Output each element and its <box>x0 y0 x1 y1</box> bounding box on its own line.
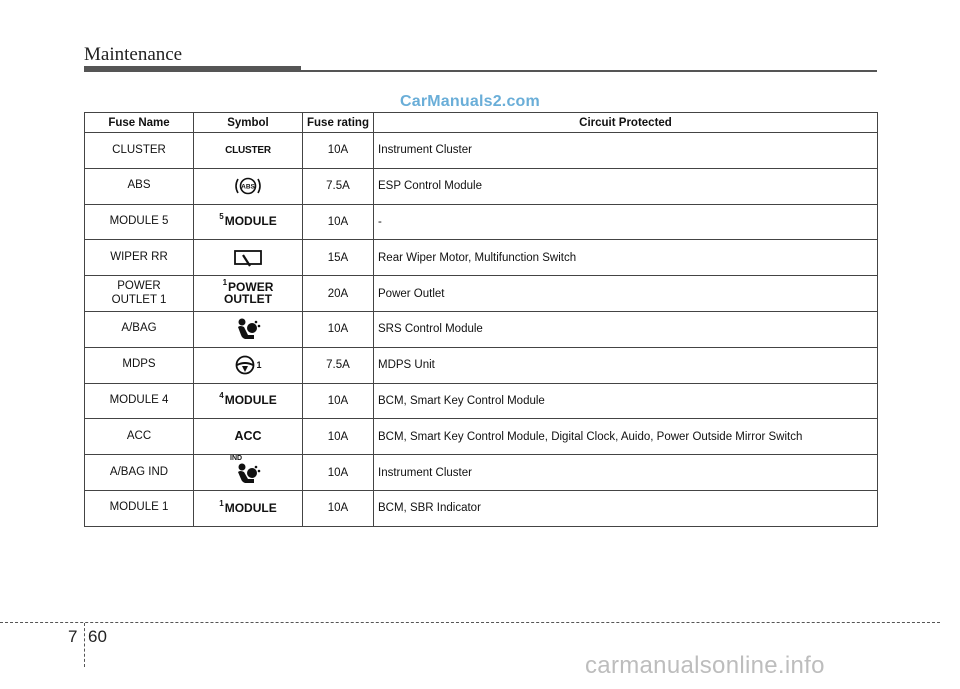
fuse-name: A/BAG IND <box>85 455 194 491</box>
page-header-title: Maintenance <box>84 44 183 65</box>
page-number: 60 <box>88 627 107 646</box>
fuse-name: A/BAG <box>85 311 194 347</box>
circuit-protected: BCM, Smart Key Control Module, Digital Clock, Auido, Power Outside Mirror Switch <box>374 419 878 455</box>
symbol-superscript: 1 <box>222 277 228 287</box>
fuse-rating: 10A <box>303 490 374 526</box>
rear-wiper-icon <box>232 248 264 268</box>
table-row <box>85 383 878 419</box>
fuse-name: CLUSTER <box>85 133 194 169</box>
table-row <box>85 347 878 383</box>
circuit-protected: Power Outlet <box>374 276 878 312</box>
col-header-fuse-rating: Fuse rating <box>303 113 374 133</box>
symbol-superscript: 4 <box>219 391 224 401</box>
symbol-power-outlet <box>222 277 274 307</box>
header-accent-bar <box>84 66 301 72</box>
symbol-text: ACC <box>234 429 262 444</box>
fuse-name <box>85 276 194 312</box>
fuse-symbol <box>194 133 303 169</box>
table-row <box>85 276 878 312</box>
col-header-symbol: Symbol <box>194 113 303 133</box>
fuse-rating: 10A <box>303 383 374 419</box>
circuit-protected: Rear Wiper Motor, Multifunction Switch <box>374 240 878 276</box>
symbol-text: MODULE <box>224 214 277 229</box>
symbol-module <box>219 212 277 229</box>
watermark-top: CarManuals2.com <box>400 93 540 110</box>
symbol-module <box>219 391 277 408</box>
fuse-rating: 10A <box>303 133 374 169</box>
table-row <box>85 311 878 347</box>
page-chapter-number: 7 <box>68 627 78 646</box>
fuse-symbol <box>194 311 303 347</box>
fuse-name: MDPS <box>85 347 194 383</box>
col-header-fuse-name: Fuse Name <box>85 113 194 133</box>
table-row <box>85 240 878 276</box>
fuse-rating: 20A <box>303 276 374 312</box>
symbol-superscript: 5 <box>219 212 224 222</box>
symbol-airbag-indicator <box>230 454 262 485</box>
fuse-symbol <box>194 240 303 276</box>
fuse-name: MODULE 1 <box>85 490 194 526</box>
fuse-rating: 7.5A <box>303 168 374 204</box>
fuse-rating: 15A <box>303 240 374 276</box>
symbol-superscript: 1 <box>219 498 224 508</box>
symbol-label: IND <box>230 454 243 462</box>
table-row <box>85 133 878 169</box>
table-header-row <box>85 113 878 133</box>
table-row <box>85 419 878 455</box>
circuit-protected: MDPS Unit <box>374 347 878 383</box>
fuse-symbol <box>194 204 303 240</box>
fuse-symbol <box>194 383 303 419</box>
symbol-text-line-1: POWER <box>228 279 274 294</box>
fuse-name-line-2: OUTLET 1 <box>111 293 167 306</box>
fuse-name: WIPER RR <box>85 240 194 276</box>
fuse-name: MODULE 5 <box>85 204 194 240</box>
fuse-symbol <box>194 419 303 455</box>
header-rule <box>301 70 877 72</box>
circuit-protected: BCM, SBR Indicator <box>374 490 878 526</box>
fuse-table <box>84 112 878 527</box>
circuit-protected: Instrument Cluster <box>374 133 878 169</box>
fuse-rating: 7.5A <box>303 347 374 383</box>
fuse-symbol <box>194 490 303 526</box>
symbol-text: CLUSTER <box>225 145 271 157</box>
circuit-protected: ESP Control Module <box>374 168 878 204</box>
fuse-rating: 10A <box>303 204 374 240</box>
symbol-text: MODULE <box>224 393 277 408</box>
abs-icon <box>233 175 263 197</box>
circuit-protected: - <box>374 204 878 240</box>
fuse-symbol <box>194 168 303 204</box>
fuse-name: ABS <box>85 168 194 204</box>
col-header-circuit-protected: Circuit Protected <box>374 113 878 133</box>
footer-dashed-divider <box>84 623 85 667</box>
circuit-protected: BCM, Smart Key Control Module <box>374 383 878 419</box>
table-row <box>85 455 878 491</box>
table-row <box>85 204 878 240</box>
fuse-name: MODULE 4 <box>85 383 194 419</box>
fuse-rating: 10A <box>303 311 374 347</box>
fuse-name: ACC <box>85 419 194 455</box>
table-row <box>85 168 878 204</box>
table-row <box>85 490 878 526</box>
fuse-name-line-1: POWER <box>117 279 161 292</box>
footer-dashed-rule <box>0 622 940 623</box>
fuse-symbol <box>194 276 303 312</box>
fuse-symbol <box>194 455 303 491</box>
airbag-icon <box>234 317 262 341</box>
symbol-text: MODULE <box>224 500 277 515</box>
fuse-symbol <box>194 347 303 383</box>
symbol-module <box>219 498 277 515</box>
fuse-rating: 10A <box>303 455 374 491</box>
watermark-bottom: carmanualsonline.info <box>585 652 825 679</box>
circuit-protected: SRS Control Module <box>374 311 878 347</box>
symbol-suffix: 1 <box>256 360 262 371</box>
svg-text:ABS: ABS <box>241 183 255 191</box>
symbol-text-line-2: OUTLET <box>223 292 272 307</box>
steering-wheel-icon <box>234 354 256 376</box>
fuse-rating: 10A <box>303 419 374 455</box>
circuit-protected: Instrument Cluster <box>374 455 878 491</box>
airbag-indicator-icon <box>234 461 262 485</box>
